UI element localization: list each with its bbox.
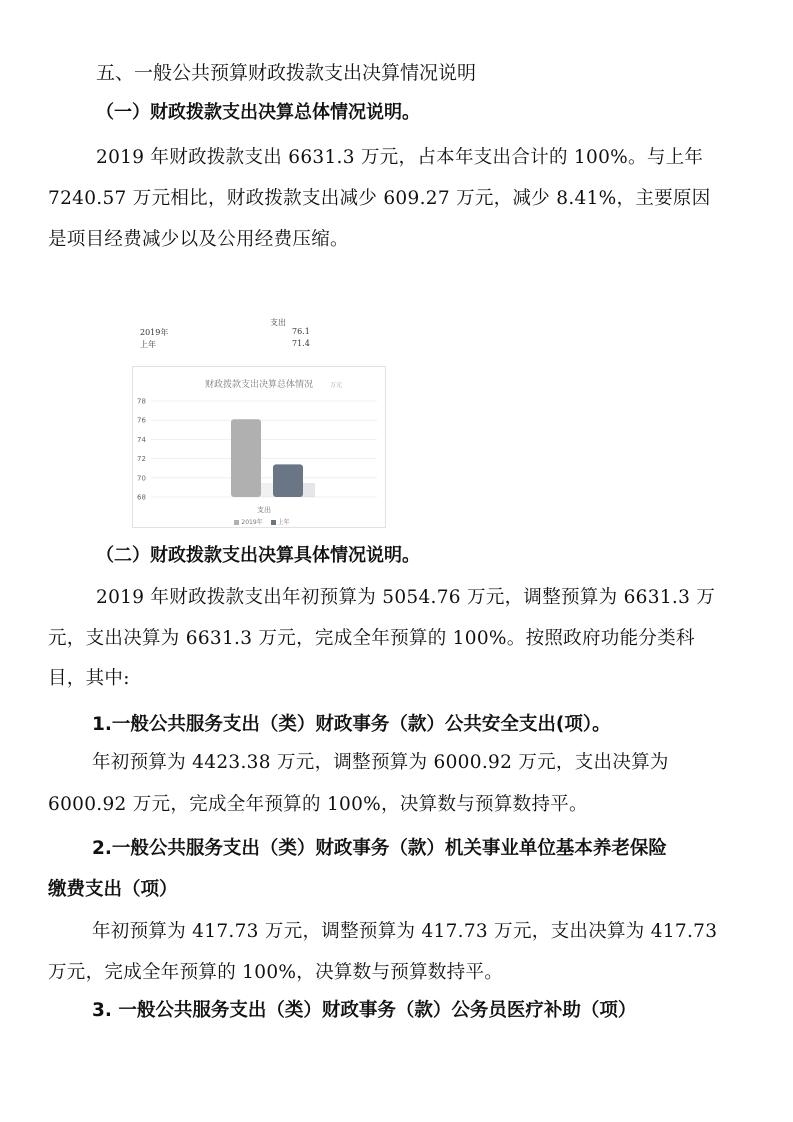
- legend-swatch: [271, 520, 276, 525]
- item1-line2: 6000.92 万元，完成全年预算的 100%，决算数与预算数持平。: [48, 794, 588, 815]
- x-tick-label: 支出: [257, 506, 271, 514]
- legend-label: 2019年: [241, 519, 263, 526]
- para2-line1: 2019 年财政拨款支出年初预算为 5054.76 万元，调整预算为 6631.3 万: [96, 587, 716, 608]
- bar-current-year: [231, 419, 261, 497]
- table-row-value: 71.4: [292, 339, 310, 348]
- para2-line3: 目，其中:: [48, 668, 130, 689]
- item3-title: 3. 一般公共服务支出（类）财政事务（款）公务员医疗补助（项）: [92, 1000, 637, 1021]
- table-header: 支出: [270, 318, 286, 327]
- bar-shadow: [259, 483, 273, 497]
- para1-line3: 是项目经费减少以及公用经费压缩。: [48, 229, 349, 250]
- table-row-value: 76.1: [292, 327, 310, 336]
- bar-chart: [132, 366, 386, 528]
- item2-line1: 年初预算为 417.73 万元，调整预算为 417.73 万元，支出决算为 417.73: [92, 921, 718, 942]
- y-tick-label: 70: [137, 474, 146, 483]
- y-tick-label: 72: [137, 455, 146, 464]
- para1-line2: 7240.57 万元相比，财政拨款支出减少 609.27 万元，减少 8.41%，主要原因: [48, 188, 711, 209]
- section-title: 五、一般公共预算财政拨款支出决算情况说明: [96, 62, 477, 84]
- chart-title: 财政拨款支出决算总体情况: [204, 380, 313, 390]
- y-tick-label: 78: [137, 397, 146, 406]
- chart-plot: [133, 367, 385, 527]
- y-tick-label: 74: [137, 435, 146, 444]
- para2-line2: 元，支出决算为 6631.3 万元，完成全年预算的 100%。按照政府功能分类科: [48, 628, 695, 649]
- item2-line2: 万元，完成全年预算的 100%，决算数与预算数持平。: [48, 962, 504, 983]
- legend-swatch: [234, 520, 239, 525]
- bar-previous-year: [273, 464, 303, 497]
- table-row-label: 上年: [140, 340, 156, 349]
- legend-label: 上年: [277, 519, 290, 526]
- y-tick-label: 68: [137, 493, 146, 502]
- chart-legend: [133, 517, 385, 526]
- bar-shadow: [301, 483, 315, 497]
- subsection-2-title: （二）财政拨款支出决算具体情况说明。: [96, 545, 420, 566]
- para1-line1: 2019 年财政拨款支出 6631.3 万元，占本年支出合计的 100%。与上年: [96, 147, 704, 168]
- item2-title-line1: 2.一般公共服务支出（类）财政事务（款）机关事业单位基本养老保险: [92, 838, 667, 859]
- item2-title-line2: 缴费支出（项）: [48, 879, 178, 900]
- y-tick-label: 76: [137, 416, 146, 425]
- table-row-label: 2019年: [140, 328, 169, 337]
- subsection-1-title: （一）财政拨款支出决算总体情况说明。: [96, 102, 420, 123]
- item1-title: 1.一般公共服务支出（类）财政事务（款）公共安全支出(项）。: [92, 714, 611, 735]
- chart-unit: 万元: [330, 382, 343, 389]
- item1-line1: 年初预算为 4423.38 万元，调整预算为 6000.92 万元，支出决算为: [92, 752, 669, 773]
